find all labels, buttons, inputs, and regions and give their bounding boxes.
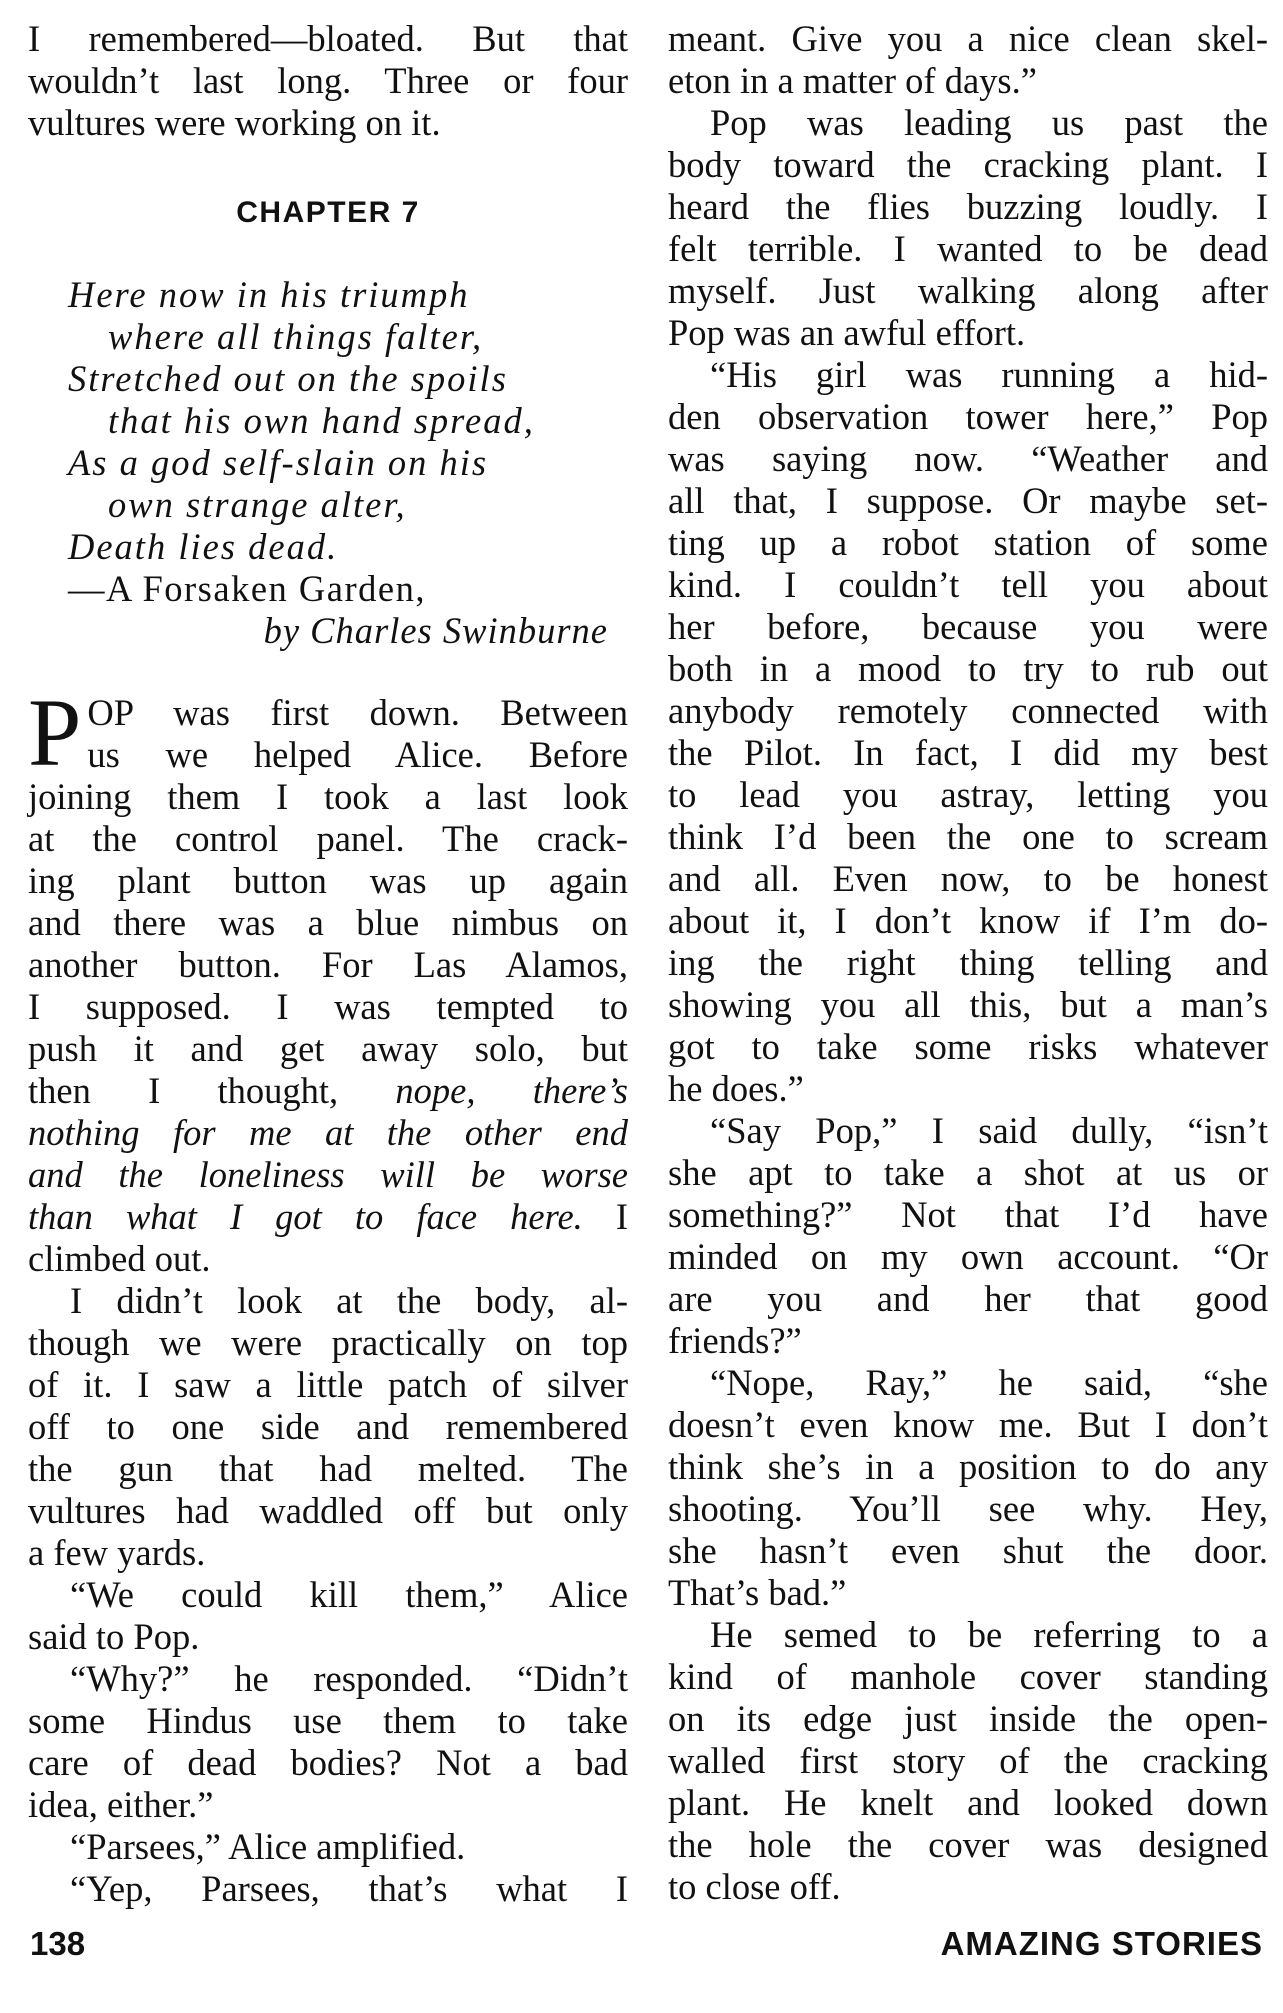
epigraph-poem xyxy=(68,274,628,568)
paragraph xyxy=(28,1868,628,1910)
paragraph xyxy=(668,354,1268,1110)
poem-line: where all things falter, xyxy=(108,316,484,357)
paragraph xyxy=(668,1110,1268,1362)
text-line: That’s bad.” xyxy=(668,1572,847,1613)
text-line: I didn’t look at the body, al- xyxy=(70,1280,628,1321)
text-line: I remembered—bloated. But that xyxy=(28,18,628,59)
text-line: nothing for me at the other end xyxy=(28,1112,628,1153)
text-line: the Pilot. In fact, I did my best xyxy=(668,732,1268,773)
text-line: “Yep, Parsees, that’s what I xyxy=(70,1868,628,1909)
text-line: care of dead bodies? Not a bad xyxy=(28,1742,628,1783)
text-line xyxy=(28,1196,628,1238)
paragraph xyxy=(28,1826,628,1868)
opening-paragraph xyxy=(28,679,629,1280)
text-line: something?” Not that I’d have xyxy=(668,1194,1268,1235)
text-line: eton in a matter of days.” xyxy=(668,60,1037,101)
text-line: said to Pop. xyxy=(28,1616,200,1657)
text-line: she apt to take a shot at us or xyxy=(668,1152,1268,1193)
text-line: off to one side and remembered xyxy=(28,1406,628,1447)
text-line: “Nope, Ray,” he said, “she xyxy=(710,1362,1268,1403)
text-line: shooting. You’ll see why. Hey, xyxy=(668,1488,1268,1529)
text-line: joining them I took a last look xyxy=(28,776,628,817)
text-line: ing the right thing telling and xyxy=(668,942,1268,983)
poem-line: As a god self-slain on his xyxy=(68,442,489,483)
text-line: vultures had waddled off but only xyxy=(28,1490,628,1531)
paragraph xyxy=(668,1614,1268,1908)
text-line: idea, either.” xyxy=(28,1784,214,1825)
text-line: minded on my own account. “Or xyxy=(668,1236,1268,1277)
text-line: of it. I saw a little patch of silver xyxy=(28,1364,628,1405)
epigraph-author: by Charles Swinburne xyxy=(263,610,608,651)
paragraph xyxy=(28,1574,628,1658)
poem-line: Death lies dead. xyxy=(68,526,339,567)
italic-segment: nope, there’s xyxy=(395,1070,629,1111)
text-line: myself. Just walking along after xyxy=(668,270,1268,311)
text-segment: I xyxy=(582,1196,629,1237)
text-line: though we were practically on top xyxy=(28,1322,628,1363)
text-line: He semed to be referring to a xyxy=(710,1614,1268,1655)
text-line: Pop was an awful effort. xyxy=(668,312,1026,353)
text-line: heard the flies buzzing loudly. I xyxy=(668,186,1268,227)
text-line: a few yards. xyxy=(28,1532,206,1573)
text-line: was saying now. “Weather and xyxy=(668,438,1268,479)
text-line: body toward the cracking plant. I xyxy=(668,144,1268,185)
text-line: and the loneliness will be worse xyxy=(28,1154,628,1195)
text-line: OP was first down. Between xyxy=(87,692,628,733)
page-number: 138 xyxy=(30,1925,86,1962)
text-line: wouldn’t last long. Three or four xyxy=(28,60,628,101)
text-line: and there was a blue nimbus on xyxy=(28,902,628,943)
poem-line: own strange alter, xyxy=(108,484,407,525)
left-column xyxy=(28,18,628,1910)
text-line: all that, I suppose. Or maybe set- xyxy=(668,480,1268,521)
text-line: Pop was leading us past the xyxy=(710,102,1268,143)
text-line: “Say Pop,” I said dully, “isn’t xyxy=(710,1110,1268,1151)
text-line: she hasn’t even shut the door. xyxy=(668,1530,1268,1571)
text-line: “His girl was running a hid- xyxy=(710,354,1268,395)
text-line: push it and get away solo, but xyxy=(28,1028,628,1069)
text-line: he does.” xyxy=(668,1068,804,1109)
drop-cap: P xyxy=(28,679,82,786)
poem-line: Here now in his triumph xyxy=(68,274,470,315)
poem-line: Stretched out on the spoils xyxy=(68,358,508,399)
paragraph xyxy=(668,102,1268,354)
text-line: some Hindus use them to take xyxy=(28,1700,628,1741)
text-line: ing plant button was up again xyxy=(28,860,628,901)
paragraph xyxy=(668,1362,1268,1614)
text-line: think she’s in a position to do any xyxy=(668,1446,1268,1487)
text-line: ting up a robot station of some xyxy=(668,522,1268,563)
poem-line: that his own hand spread, xyxy=(108,400,535,441)
magazine-title: AMAZING STORIES xyxy=(940,1925,1263,1962)
text-line: “Why?” he responded. “Didn’t xyxy=(70,1658,628,1699)
text-line: and all. Even now, to be honest xyxy=(668,858,1268,899)
paragraph xyxy=(668,18,1268,102)
text-line: are you and her that good xyxy=(668,1278,1268,1319)
text-segment: then I thought, xyxy=(28,1070,396,1111)
text-line: got to take some risks whatever xyxy=(668,1026,1268,1067)
text-line: friends?” xyxy=(668,1320,802,1361)
text-line: another button. For Las Alamos, xyxy=(28,944,628,985)
text-line: kind. I couldn’t tell you about xyxy=(668,564,1268,605)
text-line: climbed out. xyxy=(28,1238,211,1279)
text-line: plant. He knelt and looked down xyxy=(668,1782,1268,1823)
text-line: think I’d been the one to scream xyxy=(668,816,1268,857)
text-line: vultures were working on it. xyxy=(28,102,441,143)
text-line: us we helped Alice. Before xyxy=(87,734,628,775)
text-line: anybody remotely connected with xyxy=(668,690,1268,731)
text-line: about it, I don’t know if I’m do- xyxy=(668,900,1268,941)
text-line: meant. Give you a nice clean skel- xyxy=(668,18,1268,59)
text-line: to close off. xyxy=(668,1866,841,1907)
text-line: the gun that had melted. The xyxy=(28,1448,628,1489)
italic-segment: than what I got to face here. xyxy=(28,1196,583,1237)
text-line: I supposed. I was tempted to xyxy=(28,986,628,1027)
text-line: to lead you astray, letting you xyxy=(668,774,1268,815)
chapter-heading: CHAPTER 7 xyxy=(236,196,420,229)
text-line: her before, because you were xyxy=(668,606,1268,647)
text-line: at the control panel. The crack- xyxy=(28,818,628,859)
text-line: “Parsees,” Alice amplified. xyxy=(70,1826,466,1867)
text-line: showing you all this, but a man’s xyxy=(668,984,1268,1025)
paragraph xyxy=(28,1280,628,1574)
right-column xyxy=(668,18,1268,1908)
paragraph xyxy=(28,1658,628,1826)
text-line: both in a mood to try to rub out xyxy=(668,648,1268,689)
text-line: walled first story of the cracking xyxy=(668,1740,1268,1781)
text-line: “We could kill them,” Alice xyxy=(70,1574,628,1615)
text-line: kind of manhole cover standing xyxy=(668,1656,1268,1697)
text-line: den observation tower here,” Pop xyxy=(668,396,1268,437)
text-line: on its edge just inside the open- xyxy=(668,1698,1268,1739)
text-line: doesn’t even know me. But I don’t xyxy=(668,1404,1268,1445)
epigraph-title: —A Forsaken Garden, xyxy=(68,568,426,609)
text-line: felt terrible. I wanted to be dead xyxy=(668,228,1268,269)
text-line xyxy=(28,1070,628,1112)
intro-paragraph xyxy=(28,18,628,144)
text-line: the hole the cover was designed xyxy=(668,1824,1268,1865)
